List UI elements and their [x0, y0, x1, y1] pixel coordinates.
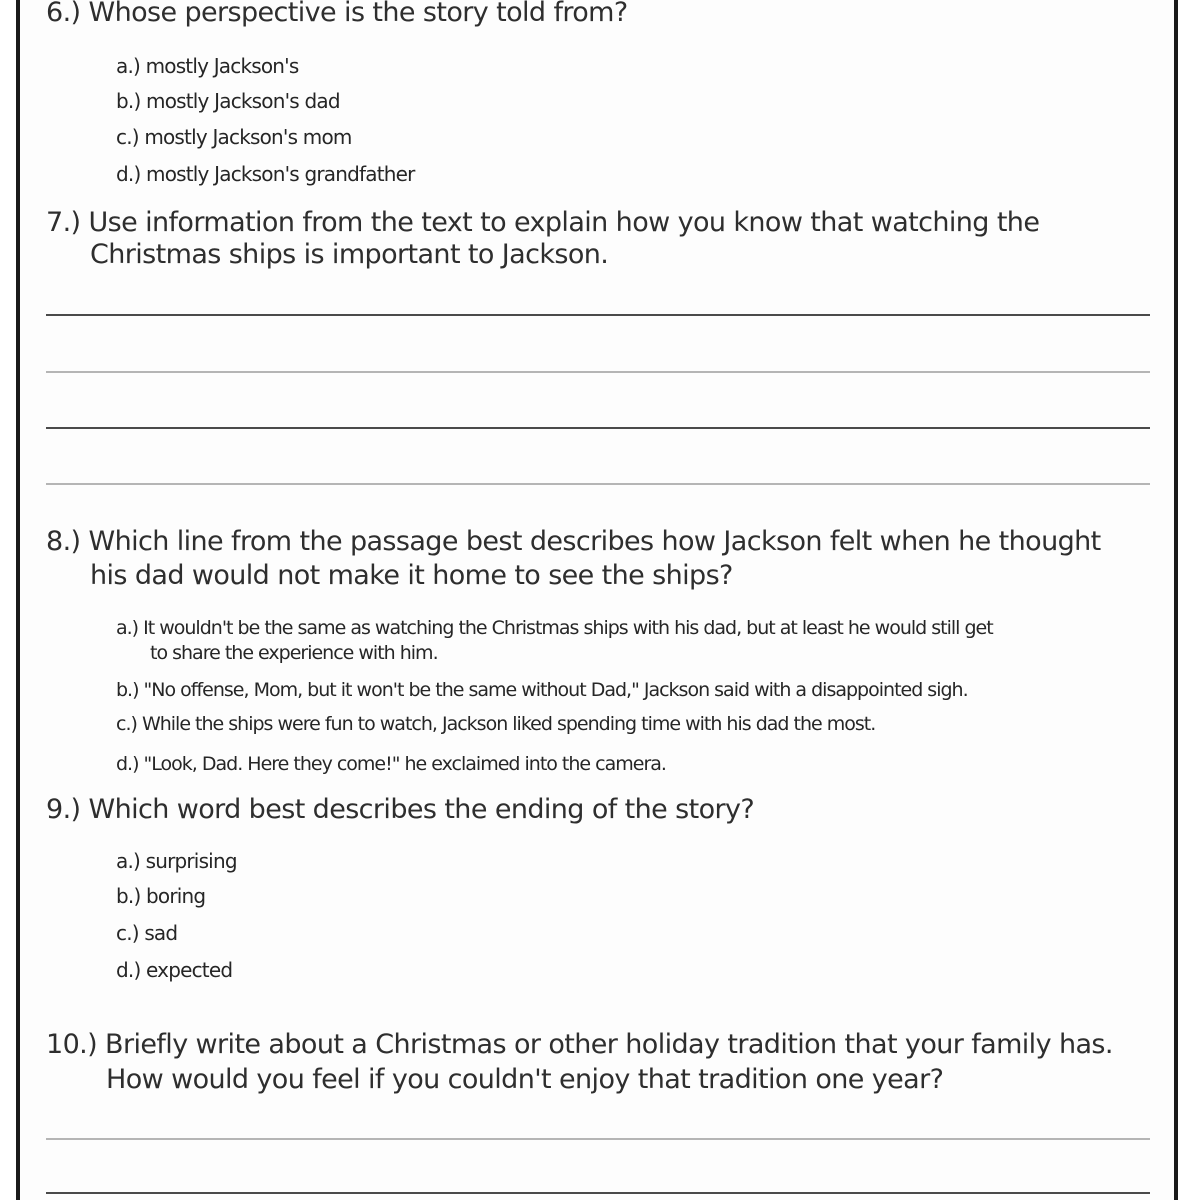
answer-line-q10-1: [46, 1138, 1150, 1140]
question-7-line-2: Christmas ships is important to Jackson.: [90, 239, 609, 270]
q6-option-c: c.) mostly Jackson's mom: [116, 125, 352, 149]
q9-option-b: b.) boring: [116, 884, 206, 908]
q6-option-a: a.) mostly Jackson's: [116, 54, 299, 78]
q8-option-b: b.) "No offense, Mom, but it won't be the same without Dad," Jackson said with a disappointed sigh.: [116, 679, 968, 701]
q8-option-c: c.) While the ships were fun to watch, Jackson liked spending time with his dad the most.: [116, 713, 876, 735]
answer-line-q7-4: [46, 483, 1150, 485]
answer-line-q7-2: [46, 371, 1150, 373]
question-7-line-1: 7.) Use information from the text to explain how you know that watching the: [46, 207, 1040, 238]
question-10-line-2: How would you feel if you couldn't enjoy that tradition one year?: [106, 1064, 944, 1095]
question-8-line-2: his dad would not make it home to see the ships?: [90, 560, 733, 591]
question-6: 6.) Whose perspective is the story told from?: [46, 0, 628, 28]
question-10-line-1: 10.) Briefly write about a Christmas or other holiday tradition that your family has.: [46, 1029, 1113, 1060]
question-9: 9.) Which word best describes the ending of the story?: [46, 794, 755, 825]
q8-option-a-line-1: a.) It wouldn't be the same as watching the Christmas ships with his dad, but at least he would still get: [116, 617, 993, 639]
answer-line-q10-2: [46, 1192, 1150, 1194]
q8-option-a-line-2: to share the experience with him.: [150, 642, 438, 664]
answer-line-q7-3: [46, 427, 1150, 429]
q9-option-d: d.) expected: [116, 958, 233, 982]
q9-option-a: a.) surprising: [116, 849, 237, 873]
q6-option-d: d.) mostly Jackson's grandfather: [116, 162, 415, 186]
q9-option-c: c.) sad: [116, 921, 178, 945]
answer-line-q7-1: [46, 314, 1150, 316]
question-8-line-1: 8.) Which line from the passage best describes how Jackson felt when he thought: [46, 526, 1101, 557]
q8-option-d: d.) "Look, Dad. Here they come!" he exclaimed into the camera.: [116, 753, 666, 775]
q6-option-b: b.) mostly Jackson's dad: [116, 89, 340, 113]
